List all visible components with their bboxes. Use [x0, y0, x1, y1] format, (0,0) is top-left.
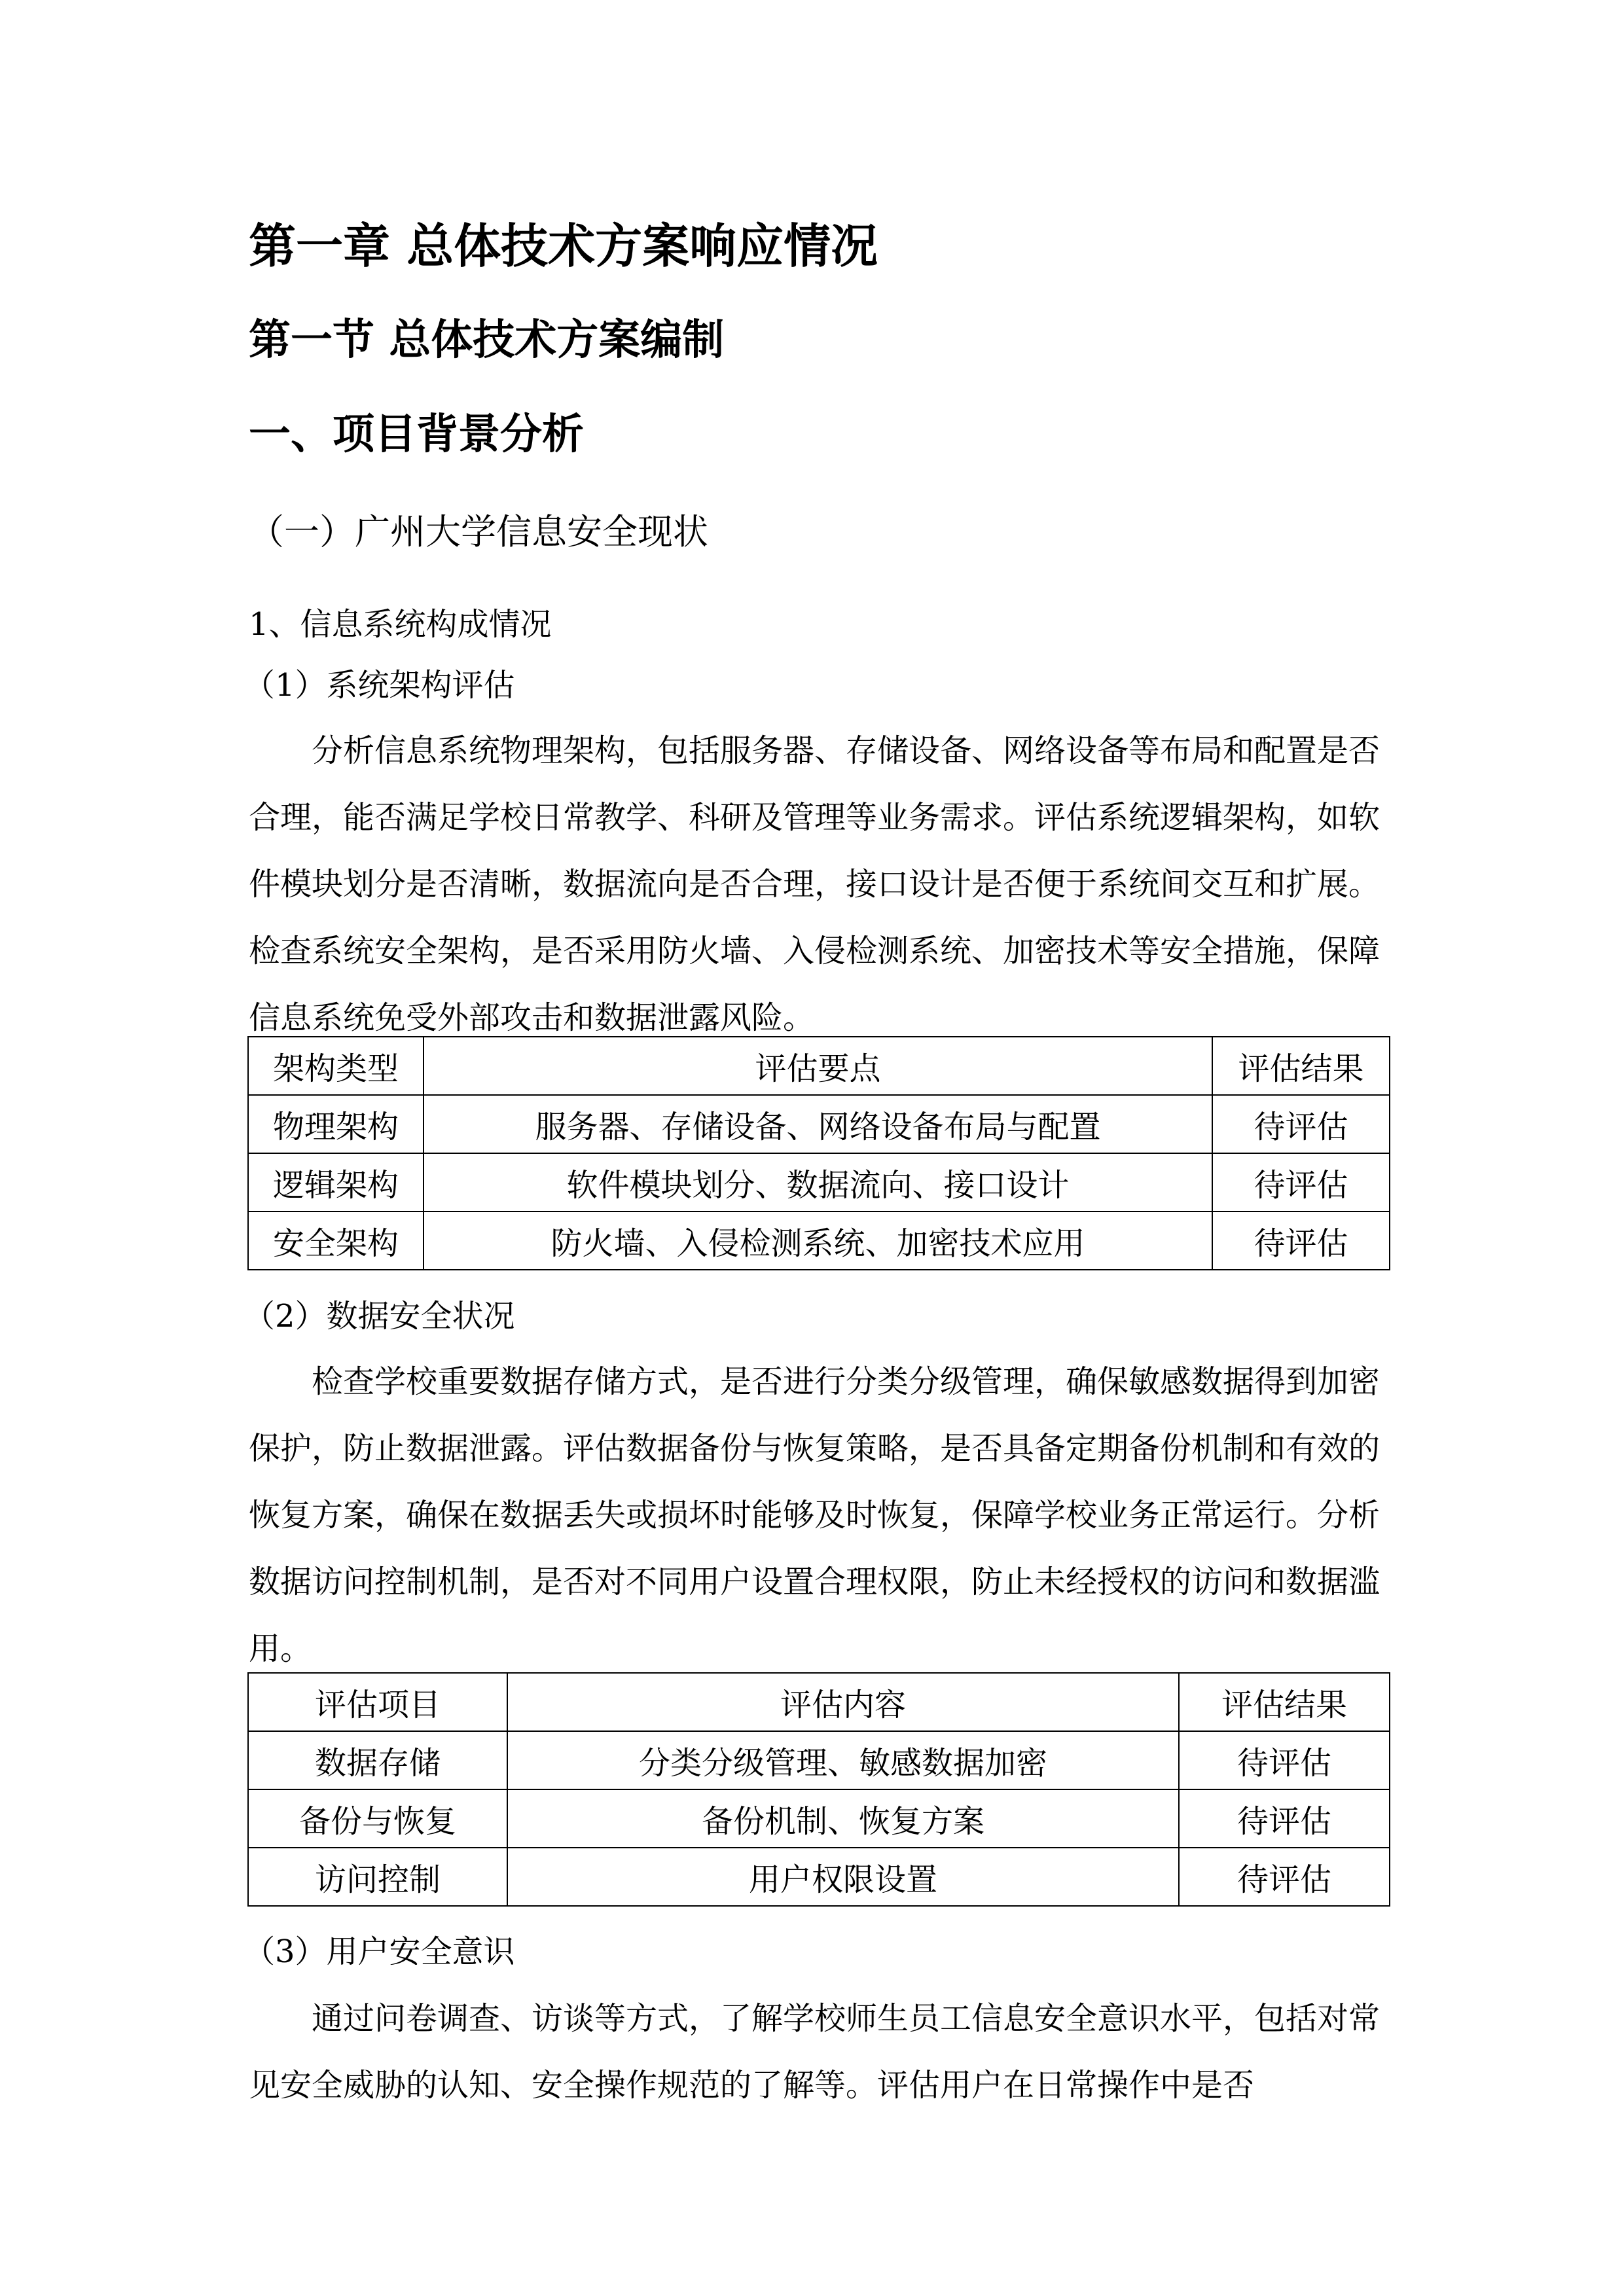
table-row [248, 1095, 1390, 1153]
subheading-data-security: （2）数据安全状况 [244, 1298, 515, 1335]
table-cell: 数据存储 [248, 1731, 507, 1789]
subheading-architecture: （1）系统架构评估 [244, 667, 515, 704]
chapter-title: 第一章 总体技术方案响应情况 [249, 219, 878, 274]
paragraph-data-security: 检查学校重要数据存储方式，是否进行分类分级管理，确保敏感数据得到加密保护，防止数据泄露。评估数据备份与恢复策略，是否具备定期备份机制和有效的恢复方案，确保在数据丢失或损坏时能够及时恢复，保障学校业务正常运行。分析数据访问控制机制，是否对不同用户设置合理权限，防止未经授权的访问和数据滥用。 [249, 1363, 1380, 1667]
table-cell: 软件模块划分、数据流向、接口设计 [424, 1153, 1212, 1211]
table-header-row [248, 1673, 1390, 1731]
table-header-cell: 评估要点 [424, 1037, 1212, 1095]
architecture-table [247, 1036, 1390, 1270]
table-cell: 备份机制、恢复方案 [507, 1789, 1179, 1848]
paragraph-user-awareness: 通过问卷调查、访谈等方式，了解学校师生员工信息安全意识水平，包括对常见安全威胁的认知、安全操作规范的了解等。评估用户在日常操作中是否 [249, 2000, 1380, 2104]
table-row [248, 1848, 1390, 1906]
table-header-row [248, 1037, 1390, 1095]
table-header-cell: 评估结果 [1179, 1673, 1390, 1731]
table-header-cell: 架构类型 [248, 1037, 424, 1095]
table-cell: 待评估 [1212, 1211, 1390, 1270]
table-header-cell: 评估结果 [1212, 1037, 1390, 1095]
table-row [248, 1211, 1390, 1270]
table-cell: 物理架构 [248, 1095, 424, 1153]
section-title: 第一节 总体技术方案编制 [249, 316, 725, 365]
table-header-cell: 评估项目 [248, 1673, 507, 1731]
table-row [248, 1789, 1390, 1848]
table-cell: 待评估 [1212, 1153, 1390, 1211]
table-cell: 访问控制 [248, 1848, 507, 1906]
table-cell: 逻辑架构 [248, 1153, 424, 1211]
table-cell: 服务器、存储设备、网络设备布局与配置 [424, 1095, 1212, 1153]
heading-system-composition: 1、信息系统构成情况 [249, 606, 552, 643]
table-cell: 安全架构 [248, 1211, 424, 1270]
table-cell: 待评估 [1179, 1789, 1390, 1848]
subheading-user-awareness: （3）用户安全意识 [244, 1933, 515, 1970]
table-row [248, 1731, 1390, 1789]
data-security-table [247, 1672, 1390, 1907]
table-row [248, 1153, 1390, 1211]
table-header-cell: 评估内容 [507, 1673, 1179, 1731]
heading-project-background: 一、项目背景分析 [249, 410, 584, 459]
table-cell: 待评估 [1179, 1731, 1390, 1789]
paragraph-architecture: 分析信息系统物理架构，包括服务器、存储设备、网络设备等布局和配置是否合理，能否满足学校日常教学、科研及管理等业务需求。评估系统逻辑架构，如软件模块划分是否清晰，数据流向是否合理，接口设计是否便于系统间交互和扩展。检查系统安全架构，是否采用防火墙、入侵检测系统、加密技术等安全措施，保障信息系统免受外部攻击和数据泄露风险。 [249, 732, 1380, 1036]
table-cell: 用户权限设置 [507, 1848, 1179, 1906]
table-cell: 待评估 [1212, 1095, 1390, 1153]
table-cell: 备份与恢复 [248, 1789, 507, 1848]
heading-security-status: （一）广州大学信息安全现状 [249, 511, 708, 552]
table-cell: 分类分级管理、敏感数据加密 [507, 1731, 1179, 1789]
table-cell: 待评估 [1179, 1848, 1390, 1906]
table-cell: 防火墙、入侵检测系统、加密技术应用 [424, 1211, 1212, 1270]
